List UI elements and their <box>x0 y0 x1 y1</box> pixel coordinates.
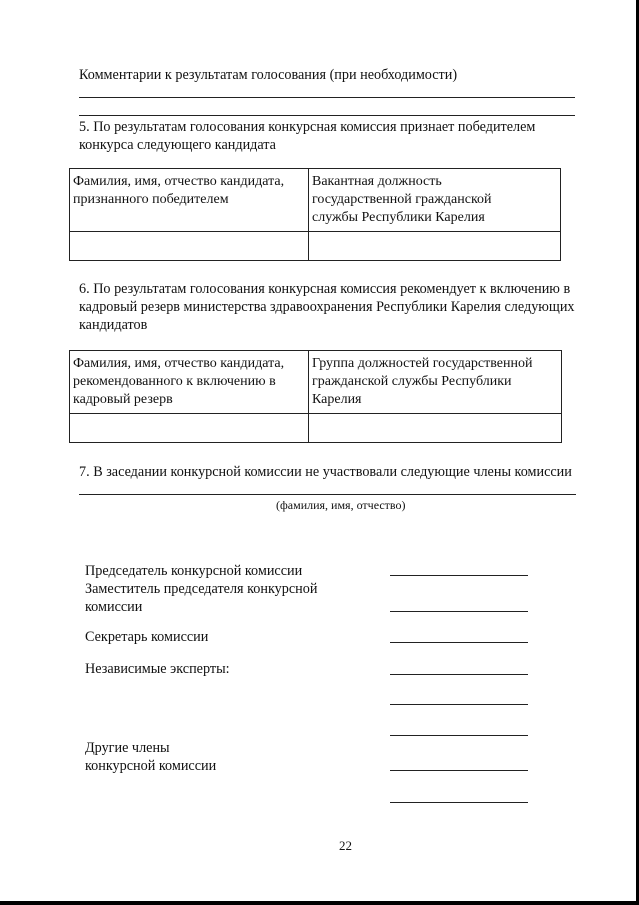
reserve-table-empty-row <box>70 414 562 443</box>
section-5-line: конкурса следующего кандидата <box>79 137 276 153</box>
comments-line-2 <box>79 115 575 116</box>
section-6-line: кандидатов <box>79 317 148 333</box>
page-number: 22 <box>339 838 352 853</box>
winner-table-empty-cell[interactable] <box>70 232 309 261</box>
section-7-text: 7. В заседании конкурсной комиссии не участвовали следующие члены комиссии <box>79 464 572 480</box>
chairman-label: Председатель конкурсной комиссии <box>85 563 303 579</box>
experts-label: Независимые эксперты: <box>85 661 230 677</box>
reserve-table-header-group: Группа должностей государственной гражданской службы Республики Карелия <box>309 351 562 414</box>
other-member-signature-line[interactable] <box>390 802 528 803</box>
deputy-signature-line[interactable] <box>390 611 528 612</box>
secretary-signature-line[interactable] <box>390 642 528 643</box>
section-5-line: 5. По результатам голосования конкурсная комиссия признает победителем <box>79 119 536 135</box>
winner-table-empty-row <box>70 232 561 261</box>
reserve-table-empty-cell[interactable] <box>309 414 562 443</box>
expert-signature-line[interactable] <box>390 704 528 705</box>
other-member-signature-line[interactable] <box>390 770 528 771</box>
chairman-signature-line[interactable] <box>390 575 528 576</box>
absent-members-line <box>79 494 576 495</box>
winner-table-header-row <box>70 169 561 232</box>
deputy-label: Заместитель председателя конкурсной комиссии <box>85 581 318 615</box>
reserve-table-empty-cell[interactable] <box>70 414 309 443</box>
reserve-table <box>69 350 562 443</box>
section-6-text <box>79 280 575 334</box>
expert-signature-line[interactable] <box>390 735 528 736</box>
section-5-text <box>79 118 535 154</box>
winner-table-empty-cell[interactable] <box>309 232 561 261</box>
winner-table <box>69 168 561 261</box>
reserve-table-header-row <box>70 351 562 414</box>
comments-label: Комментарии к результатам голосования (при необходимости) <box>79 67 458 83</box>
winner-table-header-name: Фамилия, имя, отчество кандидата, признанного победителем <box>70 169 309 232</box>
comments-line-1 <box>79 97 575 98</box>
secretary-label: Секретарь комиссии <box>85 629 209 645</box>
expert-signature-line[interactable] <box>390 674 528 675</box>
reserve-table-header-name: Фамилия, имя, отчество кандидата, рекомендованного к включению в кадровый резерв <box>70 351 309 414</box>
absent-members-caption: (фамилия, имя, отчество) <box>276 498 406 512</box>
section-6-line: кадровый резерв министерства здравоохранения Республики Карелия следующих <box>79 299 575 315</box>
winner-table-header-position: Вакантная должность государственной гражданской службы Республики Карелия <box>309 169 561 232</box>
other-members-label: Другие члены конкурсной комиссии <box>85 740 217 774</box>
section-6-line: 6. По результатам голосования конкурсная комиссия рекомендует к включению в <box>79 281 571 297</box>
